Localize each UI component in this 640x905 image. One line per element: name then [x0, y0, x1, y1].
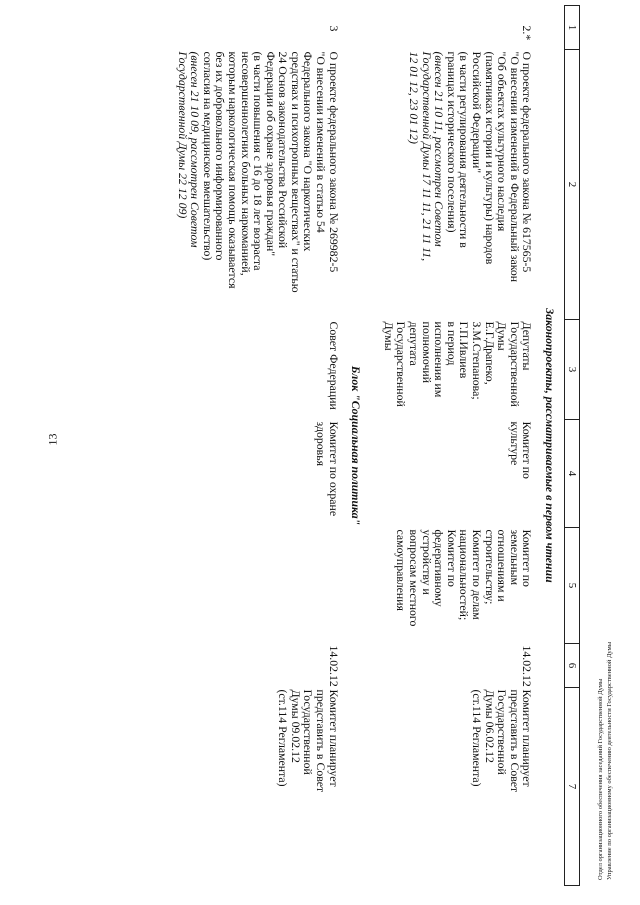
- column-number: 1: [565, 6, 580, 50]
- column-number: 6: [565, 644, 580, 688]
- footer-line: Управление по организационному обеспечению деятельности Государственной Думы: [606, 641, 613, 880]
- deadline-date: 14.02.12: [520, 645, 535, 687]
- section-title: Законопроекты, рассматриваемые в первом чтении: [543, 308, 557, 583]
- row-number: 2.*: [520, 25, 535, 41]
- column-number: 4: [565, 420, 580, 528]
- initiator: Депутаты Государственной Думы Е.Г.Драпеко, З.М.Степанова; Г.П.Ивлиев в период исполнения им полномочий депутата Государственной Думы: [381, 321, 535, 407]
- footer-line: Отдел организационного обеспечения заседаний Государственной Думы: [597, 678, 604, 880]
- deadline-date: 14.02.12: [326, 645, 341, 687]
- block-title: Блок "Социальная политика": [349, 365, 364, 526]
- column-number: 5: [565, 528, 580, 644]
- bill-status-note: (внесен 21 10 11, рассмотрен Советом Государственной Думы 17 11 11, 21 11 11, 12 01 12, 23 01 12): [407, 51, 447, 262]
- initiator: Совет Федерации: [326, 321, 341, 410]
- bill-status-note: (внесен 21 10 09, рассмотрен Советом Государственной Думы 22 12 09): [175, 51, 203, 248]
- responsible-committee: Комитет по охране здоровья: [314, 421, 341, 517]
- agenda-table: [164, 5, 580, 886]
- footer-note: [596, 560, 614, 880]
- agenda-table-rotated: [20, 5, 580, 885]
- table-row: [370, 6, 539, 886]
- column-number: 7: [565, 688, 580, 886]
- row-number: 3: [326, 25, 341, 32]
- bill-title: [370, 50, 539, 320]
- column-number-header: [565, 6, 580, 886]
- committee-note: Комитет планирует представить в Совет Государственной Думы 06.02.12 (ст.114 Регламента): [470, 689, 535, 793]
- column-number: 3: [565, 320, 580, 420]
- co-executor-committees: [164, 528, 346, 644]
- column-number: 2: [565, 50, 580, 320]
- table-row: [164, 6, 346, 886]
- page-number: 13: [45, 433, 60, 446]
- bill-title-text: О проекте федерального закона № 617565-5 "О внесении изменений в Федеральный закон "Об объектах культурного наследия (памятниках истории и культуры) народов Российской Федерации" (в части регулирования деятельности в границах исторического поселения): [444, 51, 535, 283]
- committee-note: Комитет планирует представить в Совет Государственной Думы 09.02.12 (ст.114 Регламента): [276, 689, 341, 793]
- co-executor-committees: Комитет по земельным отношениям и строительству; Комитет по делам национальностей; Комитет по федеративному устройству и вопросам местного самоуправления: [394, 529, 535, 627]
- bill-title-text: О проекте федерального закона № 269982-5 "О внесении изменений в статью 54 Федерального закона "О наркотических средствах и психотропных веществах" и статью 24 Основ законодательства Российской Федерации об охране здоровья граждан" (в части повышения с 16 до 18 лет возраста несовершеннолетних больных наркоманией, которым наркологическая помощь оказывается без их добровольного информированного согласия на медицинское вмешательство): [200, 51, 341, 293]
- responsible-committee: Комитет по культуре: [507, 421, 535, 479]
- bill-title: [164, 50, 346, 320]
